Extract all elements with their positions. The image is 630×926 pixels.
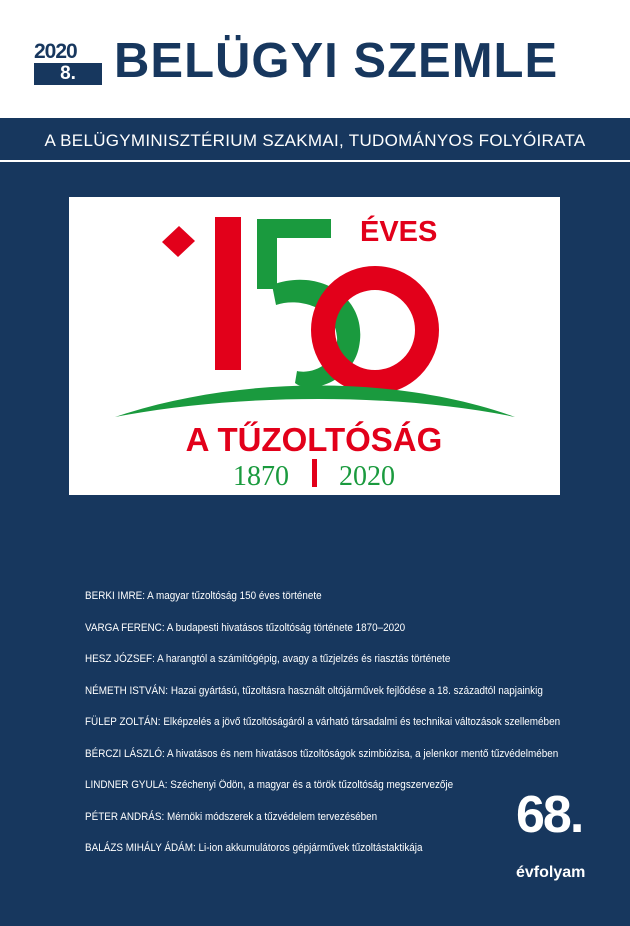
toc-item — [85, 840, 499, 872]
toc-item — [85, 809, 499, 841]
toc-author: HESZ JÓZSEF: — [85, 653, 155, 665]
logo-red-tick — [162, 226, 195, 257]
logo-eves-text: ÉVES — [360, 216, 438, 248]
toc-title: Mérnöki módszerek a tűzvédelem tervezésében — [166, 810, 378, 823]
toc-title: Elképzelés a jövő tűzoltóságáról a várható társadalmi és technikai változások szellemében — [163, 716, 561, 728]
logo-hill-arc — [115, 386, 515, 418]
toc-title: Hazai gyártású, tűzoltásra használt oltójárművek fejlődése a 18. századtól napjainkig — [170, 684, 543, 697]
anniversary-logo-graphic — [69, 197, 560, 495]
toc-item — [85, 714, 561, 746]
toc-item — [85, 620, 499, 652]
volume-label: évfolyam — [516, 864, 586, 881]
toc-item — [85, 777, 499, 809]
toc-author: LINDNER GYULA: — [85, 779, 168, 791]
toc-author: NÉMETH ISTVÁN: — [85, 684, 169, 697]
volume-number: 68. — [516, 786, 583, 844]
logo-year-end: 2020 — [339, 461, 395, 492]
header-band — [0, 0, 630, 118]
divider-line — [0, 160, 630, 162]
logo-year-divider — [312, 459, 317, 487]
toc-item — [85, 651, 499, 683]
toc-author: PÉTER ANDRÁS: — [85, 810, 165, 823]
toc-title: Li-ion akkumulátoros gépjárművek tűzoltástaktikája — [198, 842, 423, 854]
journal-subtitle: A BELÜGYMINISZTÉRIUM SZAKMAI, TUDOMÁNYOS FOLYÓIRATA — [44, 131, 586, 150]
year-label: 2020 — [34, 40, 77, 63]
toc-author: BALÁZS MIHÁLY ÁDÁM: — [85, 842, 196, 854]
toc-title: A hivatásos és nem hivatásos tűzoltóságok szimbiózisa, a jelenkor mentő tűzvédelmében — [166, 747, 559, 760]
anniversary-logo — [69, 197, 560, 495]
logo-five-stem — [257, 219, 277, 289]
toc-title: Széchenyi Ödön, a magyar és a török tűzoltóság megszervezője — [170, 779, 454, 791]
journal-title: BELÜGYI SZEMLE — [114, 34, 559, 88]
toc-author: FÜLEP ZOLTÁN: — [85, 716, 161, 728]
toc-author: BÉRCZI LÁSZLÓ: — [85, 747, 165, 760]
toc-item — [85, 746, 559, 778]
toc-item — [85, 683, 543, 715]
toc-author: VARGA FERENC: — [85, 621, 165, 634]
toc-title: A harangtól a számítógépig, avagy a tűzjelzés és riasztás története — [157, 653, 451, 665]
toc-item — [85, 588, 499, 620]
issue-badge: 8. — [34, 63, 102, 85]
toc-author: BERKI IMRE: — [85, 590, 145, 602]
logo-year-start: 1870 — [233, 461, 289, 492]
toc-title: A magyar tűzoltóság 150 éves története — [147, 590, 322, 602]
logo-org-text: A TŰZOLTÓSÁG — [185, 421, 443, 458]
logo-one-bar — [215, 217, 241, 370]
toc-title: A budapesti hivatásos tűzoltóság története 1870–2020 — [166, 621, 406, 634]
